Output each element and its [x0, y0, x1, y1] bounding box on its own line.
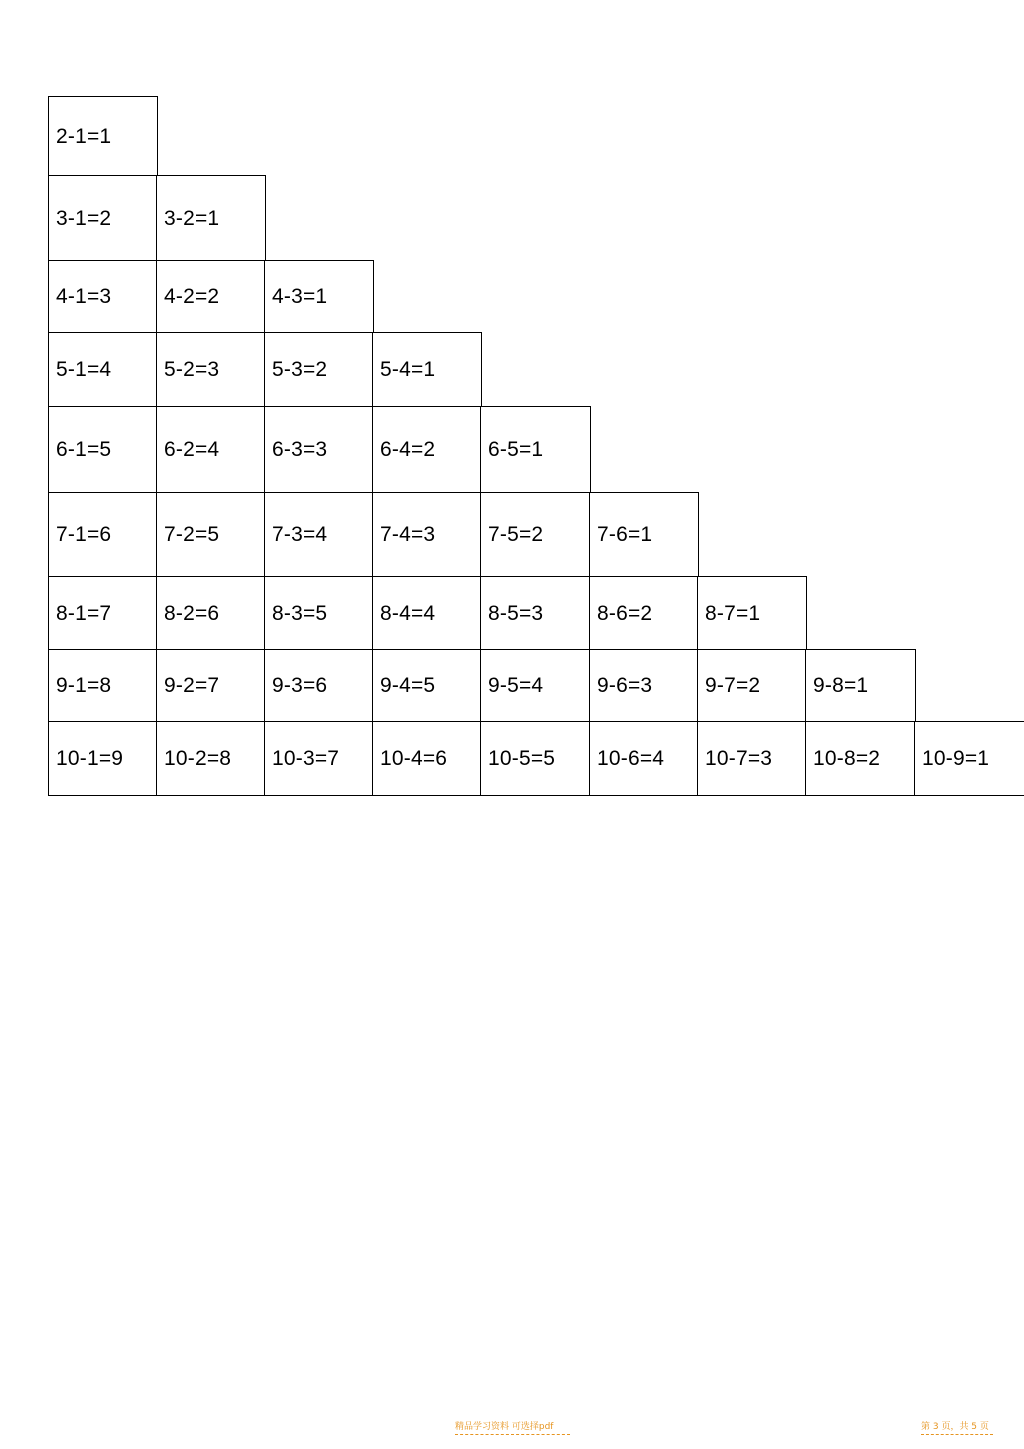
- equation-text: 9-8=1: [813, 674, 869, 697]
- table-cell: [264, 649, 374, 723]
- table-cell: [480, 649, 591, 723]
- equation-text: 10-8=2: [813, 746, 881, 770]
- table-cell: [156, 576, 266, 651]
- table-cell: [805, 721, 916, 796]
- table-cell: [914, 721, 1024, 796]
- equation-text: 5-2=3: [164, 358, 220, 381]
- equation-text: 10-6=4: [597, 746, 665, 770]
- table-cell: [372, 406, 482, 494]
- table-cell: [264, 576, 374, 651]
- table-cell: [264, 260, 374, 334]
- table-cell: [48, 649, 158, 723]
- equation-text: 8-5=3: [488, 601, 544, 625]
- table-cell: [480, 492, 591, 578]
- equation-text: 9-4=5: [380, 674, 436, 697]
- equation-text: 7-2=5: [164, 523, 220, 546]
- equation-text: 5-4=1: [380, 358, 436, 381]
- table-cell: [264, 406, 374, 494]
- equation-text: 4-1=3: [56, 285, 112, 308]
- equation-text: 10-1=9: [56, 746, 124, 770]
- equation-text: 6-5=1: [488, 438, 544, 461]
- table-cell: [372, 649, 482, 723]
- table-cell: [480, 406, 591, 494]
- table-cell: [48, 492, 158, 578]
- equation-text: 10-3=7: [272, 746, 340, 770]
- equation-text: 6-4=2: [380, 438, 436, 461]
- table-cell: [372, 721, 482, 796]
- table-cell: [805, 649, 916, 723]
- equation-text: 9-3=6: [272, 674, 328, 697]
- table-cell: [264, 721, 374, 796]
- equation-text: 10-2=8: [164, 746, 232, 770]
- table-cell: [697, 576, 807, 651]
- equation-text: 6-3=3: [272, 438, 328, 461]
- equation-text: 9-6=3: [597, 674, 653, 697]
- equation-text: 10-5=5: [488, 746, 556, 770]
- equation-text: 8-1=7: [56, 601, 112, 625]
- equation-text: 9-1=8: [56, 674, 112, 697]
- table-cell: [589, 576, 699, 651]
- table-cell: [589, 721, 699, 796]
- table-cell: [697, 649, 807, 723]
- table-cell: [156, 721, 266, 796]
- table-cell: [480, 576, 591, 651]
- equation-text: 5-1=4: [56, 358, 112, 381]
- table-cell: [372, 332, 482, 408]
- table-cell: [264, 332, 374, 408]
- equation-text: 3-1=2: [56, 206, 112, 230]
- table-cell: [156, 332, 266, 408]
- equation-text: 7-1=6: [56, 523, 112, 546]
- equation-text: 6-2=4: [164, 438, 220, 461]
- table-cell: [48, 721, 158, 796]
- table-cell: [264, 492, 374, 578]
- table-cell: [48, 332, 158, 408]
- equation-text: 10-9=1: [922, 746, 990, 770]
- table-cell: [156, 406, 266, 494]
- equation-text: 8-6=2: [597, 601, 653, 625]
- equation-text: 9-7=2: [705, 674, 761, 697]
- equation-text: 10-7=3: [705, 746, 773, 770]
- table-cell: [589, 649, 699, 723]
- equation-text: 7-5=2: [488, 523, 544, 546]
- equation-text: 4-2=2: [164, 285, 220, 308]
- equation-text: 6-1=5: [56, 438, 112, 461]
- table-cell: [48, 96, 158, 177]
- table-cell: [156, 175, 266, 262]
- table-cell: [156, 649, 266, 723]
- equation-text: 5-3=2: [272, 358, 328, 381]
- equation-text: 8-4=4: [380, 601, 436, 625]
- footer-right-dashes: [921, 1434, 993, 1435]
- footer-note: 精品学习资料 可选择pdf: [455, 1422, 554, 1432]
- equation-text: 9-5=4: [488, 674, 544, 697]
- equation-text: 8-7=1: [705, 601, 761, 625]
- table-cell: [372, 576, 482, 651]
- equation-text: 8-3=5: [272, 601, 328, 625]
- equation-text: 8-2=6: [164, 601, 220, 625]
- table-cell: [156, 492, 266, 578]
- table-cell: [48, 175, 158, 262]
- equation-text: 9-2=7: [164, 674, 220, 697]
- table-cell: [48, 576, 158, 651]
- equation-text: 7-3=4: [272, 523, 328, 546]
- table-cell: [156, 260, 266, 334]
- equation-text: 7-4=3: [380, 523, 436, 546]
- page-number: 第 3 页，共 5 页: [921, 1422, 989, 1432]
- table-cell: [697, 721, 807, 796]
- table-cell: [372, 492, 482, 578]
- table-cell: [48, 406, 158, 494]
- footer-left-dashes: [455, 1434, 570, 1435]
- equation-text: 4-3=1: [272, 285, 328, 308]
- equation-text: 7-6=1: [597, 523, 653, 546]
- table-cell: [48, 260, 158, 334]
- equation-text: 10-4=6: [380, 746, 448, 770]
- table-cell: [589, 492, 699, 578]
- table-cell: [480, 721, 591, 796]
- equation-text: 3-2=1: [164, 206, 220, 230]
- equation-text: 2-1=1: [56, 124, 112, 148]
